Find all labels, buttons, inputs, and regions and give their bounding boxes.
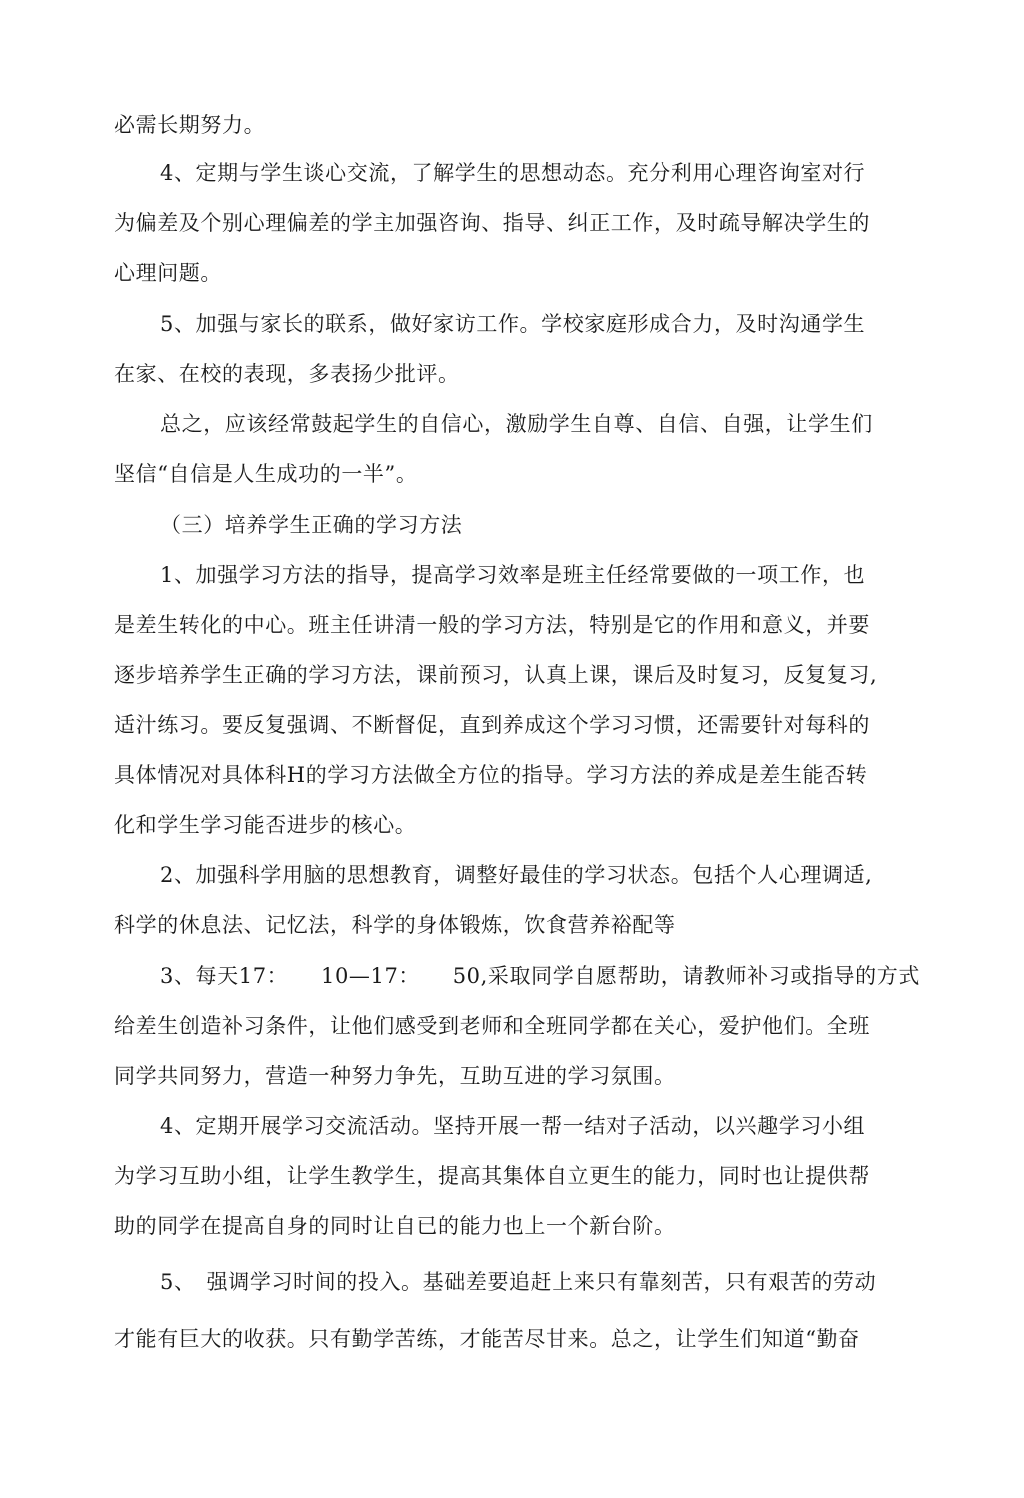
text-line: 为学习互助小组，让学生教学生，提高其集体自立更生的能力，同时也让提供帮 xyxy=(114,1164,870,1188)
text-line: 才能有巨大的收获。只有勤学苦练，才能苦尽甘来。总之，让学生们知道“勤奋 xyxy=(114,1327,860,1351)
text-line: 2、加强科学用脑的思想教育，调整好最佳的学习状态。包括个人心理调适, xyxy=(160,863,873,887)
text-line: 3、每天17： 10—17： 50,采取同学自愿帮助，请教师补习或指导的方式 xyxy=(160,964,920,988)
text-line: 总之，应该经常鼓起学生的自信心，激励学生自尊、自信、自强，让学生们 xyxy=(160,412,873,436)
text-line: 同学共同努力，营造一种努力争先，互助互进的学习氛围。 xyxy=(114,1064,676,1088)
text-line: 必需长期努力。 xyxy=(114,113,266,137)
text-line: 坚信“自信是人生成功的一半”。 xyxy=(114,462,418,486)
text-line: 是差生转化的中心。班主任讲清一般的学习方法，特别是它的作用和意义，并要 xyxy=(114,613,870,637)
text-line: 5、加强与家长的联系，做好家访工作。学校家庭形成合力，及时沟通学生 xyxy=(160,312,866,336)
text-line: 在家、在校的表现，多表扬少批评。 xyxy=(114,362,460,386)
text-line: 为偏差及个别心理偏差的学主加强咨询、指导、纠正工作，及时疏导解决学生的 xyxy=(114,211,870,235)
section-heading: （三）培养学生正确的学习方法 xyxy=(160,513,463,537)
text-line: 科学的休息法、记忆法，科学的身体锻炼，饮食营养裕配等 xyxy=(114,913,676,937)
text-line: 逐步培养学生正确的学习方法，课前预习，认真上课，课后及时复习，反复复习, xyxy=(114,663,878,687)
text-line: 4、定期开展学习交流活动。坚持开展一帮一结对子活动，以兴趣学习小组 xyxy=(160,1114,866,1138)
text-line: 具体情况对具体科H的学习方法做全方位的指导。学习方法的养成是差生能否转 xyxy=(114,763,868,787)
text-line: 4、定期与学生谈心交流，了解学生的思想动态。充分利用心理咨询室对行 xyxy=(160,161,866,185)
text-line: 1、加强学习方法的指导，提高学习效率是班主任经常要做的一项工作，也 xyxy=(160,563,866,587)
text-line: 给差生创造补习条件，让他们感受到老师和全班同学都在关心，爱护他们。全班 xyxy=(114,1014,870,1038)
text-line: 化和学生学习能否进步的核心。 xyxy=(114,813,417,837)
text-line: 5、 强调学习时间的投入。基础差要追赶上来只有靠刻苦，只有艰苦的劳动 xyxy=(160,1270,877,1294)
text-line: 适汁练习。要反复强调、不断督促，直到养成这个学习习惯，还需要针对每科的 xyxy=(114,713,870,737)
text-line: 助的同学在提高自身的同时让自已的能力也上一个新台阶。 xyxy=(114,1214,676,1238)
text-line: 心理问题。 xyxy=(114,261,222,285)
